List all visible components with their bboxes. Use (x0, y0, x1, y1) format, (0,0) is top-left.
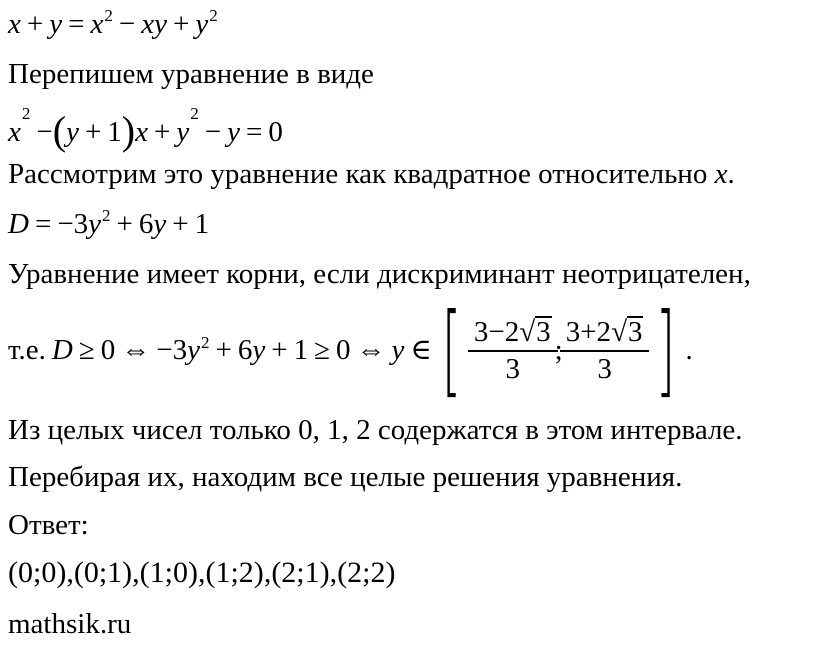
eq4-one: 1 (293, 333, 309, 366)
eq4-coef: −3 (156, 333, 188, 366)
answer-item: (0;1) (73, 556, 133, 589)
eq1-exp: 2 (104, 6, 113, 25)
eq4-frac2-num-a: 3+2 (565, 316, 612, 348)
eq1-x2: x (90, 8, 104, 40)
answer-item: (0;0) (8, 556, 67, 589)
eq4-in: ∈ (410, 333, 432, 366)
text-enumerate: Перебирая их, находим все целые решения уравнения. (8, 461, 683, 493)
answer-separator: , (197, 556, 206, 589)
eq3-exp: 2 (102, 206, 111, 225)
eq3-six: 6 (138, 208, 154, 240)
eq4-y3: y (391, 333, 405, 366)
answer-list (8, 558, 395, 588)
eq4-plus: + (215, 333, 232, 366)
eq2-exp2: 2 (190, 104, 199, 123)
text-quadratic (8, 160, 735, 189)
eq2-plus: + (84, 116, 102, 148)
eq3-D: D (8, 208, 29, 240)
eq2-x: x (8, 116, 21, 148)
text-integers: Из целых чисел только 0, 1, 2 содержатся в этом интервале. (8, 414, 743, 446)
eq3-plus2: + (172, 208, 189, 240)
sqrt-icon: √ (611, 316, 627, 348)
answer-separator: , (132, 556, 140, 589)
eq4-rbracket: ] (656, 291, 676, 408)
eq2-exp: 2 (21, 104, 31, 123)
eq4-plus2: + (271, 333, 288, 366)
eq2-y3: y (227, 116, 240, 148)
eq4-iff2: ⇔ (356, 333, 386, 366)
eq2-zero: 0 (268, 116, 283, 148)
eq4-frac2-den: 3 (560, 350, 650, 384)
eq4-ge: ≥ (78, 333, 95, 366)
eq1-eq: = (68, 8, 85, 40)
eq4-fraction-upper (563, 316, 647, 384)
answer-item: (1;0) (139, 556, 198, 589)
text-quadratic-body: Рассмотрим это уравнение как квадратное относительно (8, 158, 708, 190)
eq2-lparen: ( (52, 108, 67, 153)
equation-rewritten (8, 104, 283, 153)
text-quadratic-end: . (727, 158, 735, 190)
eq4-semicolon: ; (554, 333, 563, 366)
sqrt-icon: √ (519, 316, 536, 348)
eq2-y2: y (176, 116, 190, 148)
eq2-eq: = (245, 116, 263, 148)
eq2-one: 1 (107, 116, 122, 148)
eq1-y2: y (195, 8, 209, 40)
eq4-prefix: т.е. (8, 333, 46, 366)
eq1-plus2: + (172, 8, 190, 40)
text-rewrite: Перепишем уравнение в виде (8, 58, 374, 90)
eq1-y: y (49, 8, 63, 40)
eq3-one: 1 (194, 208, 210, 240)
eq2-y: y (66, 116, 79, 148)
answer-item: (2;2) (337, 556, 396, 589)
eq4-exp: 2 (200, 332, 210, 352)
eq1-xy: xy (141, 8, 167, 40)
eq4-frac1-rad: 3 (536, 316, 551, 348)
eq2-plus2: + (154, 116, 171, 148)
answer-label: Ответ: (8, 509, 89, 541)
eq3-y2: y (153, 208, 167, 240)
eq1-x: x (8, 8, 21, 40)
eq3-eq: = (34, 208, 52, 240)
equation-discriminant (8, 206, 210, 240)
eq4-six: 6 (237, 333, 253, 366)
eq4-D: D (51, 333, 73, 366)
eq1-exp2: 2 (209, 6, 218, 25)
answer-separator: , (329, 556, 338, 589)
eq4-frac1-num (471, 316, 555, 350)
eq4-frac1-num-a: 3−2 (473, 316, 520, 348)
eq3-plus: + (116, 208, 133, 240)
eq4-y2: y (252, 333, 266, 366)
eq2-minus: − (36, 116, 53, 148)
eq4-iff: ⇔ (121, 333, 151, 366)
text-quadratic-var: x (714, 158, 728, 190)
answer-separator: , (263, 556, 272, 589)
eq4-y: y (187, 333, 200, 366)
eq4-zero2: 0 (336, 333, 351, 366)
eq4-lbracket: [ (441, 291, 462, 408)
eq4-zero: 0 (100, 333, 116, 366)
eq2-rparen: ) (121, 108, 136, 153)
answer-separator: , (66, 556, 74, 589)
text-roots-condition: Уравнение имеет корни, если дискриминант неотрицателен, (8, 258, 751, 290)
eq4-frac1-den: 3 (468, 350, 558, 384)
eq3-coef: −3 (57, 208, 89, 240)
eq4-frac2-num (563, 316, 647, 350)
eq2-minus2: − (204, 116, 222, 148)
footer-site: mathsik.ru (8, 608, 132, 640)
eq4-ge2: ≥ (314, 333, 330, 366)
equation-interval (8, 291, 693, 408)
answer-item: (2;1) (271, 556, 330, 589)
eq2-x2: x (135, 116, 148, 148)
answer-item: (1;2) (205, 556, 264, 589)
eq1-minus: − (118, 8, 136, 40)
eq3-y: y (88, 208, 102, 240)
equation-original (8, 6, 218, 40)
eq1-plus: + (26, 8, 44, 40)
eq4-period: . (685, 333, 693, 366)
eq4-frac2-rad: 3 (627, 316, 643, 348)
eq4-fraction-lower (471, 316, 555, 384)
